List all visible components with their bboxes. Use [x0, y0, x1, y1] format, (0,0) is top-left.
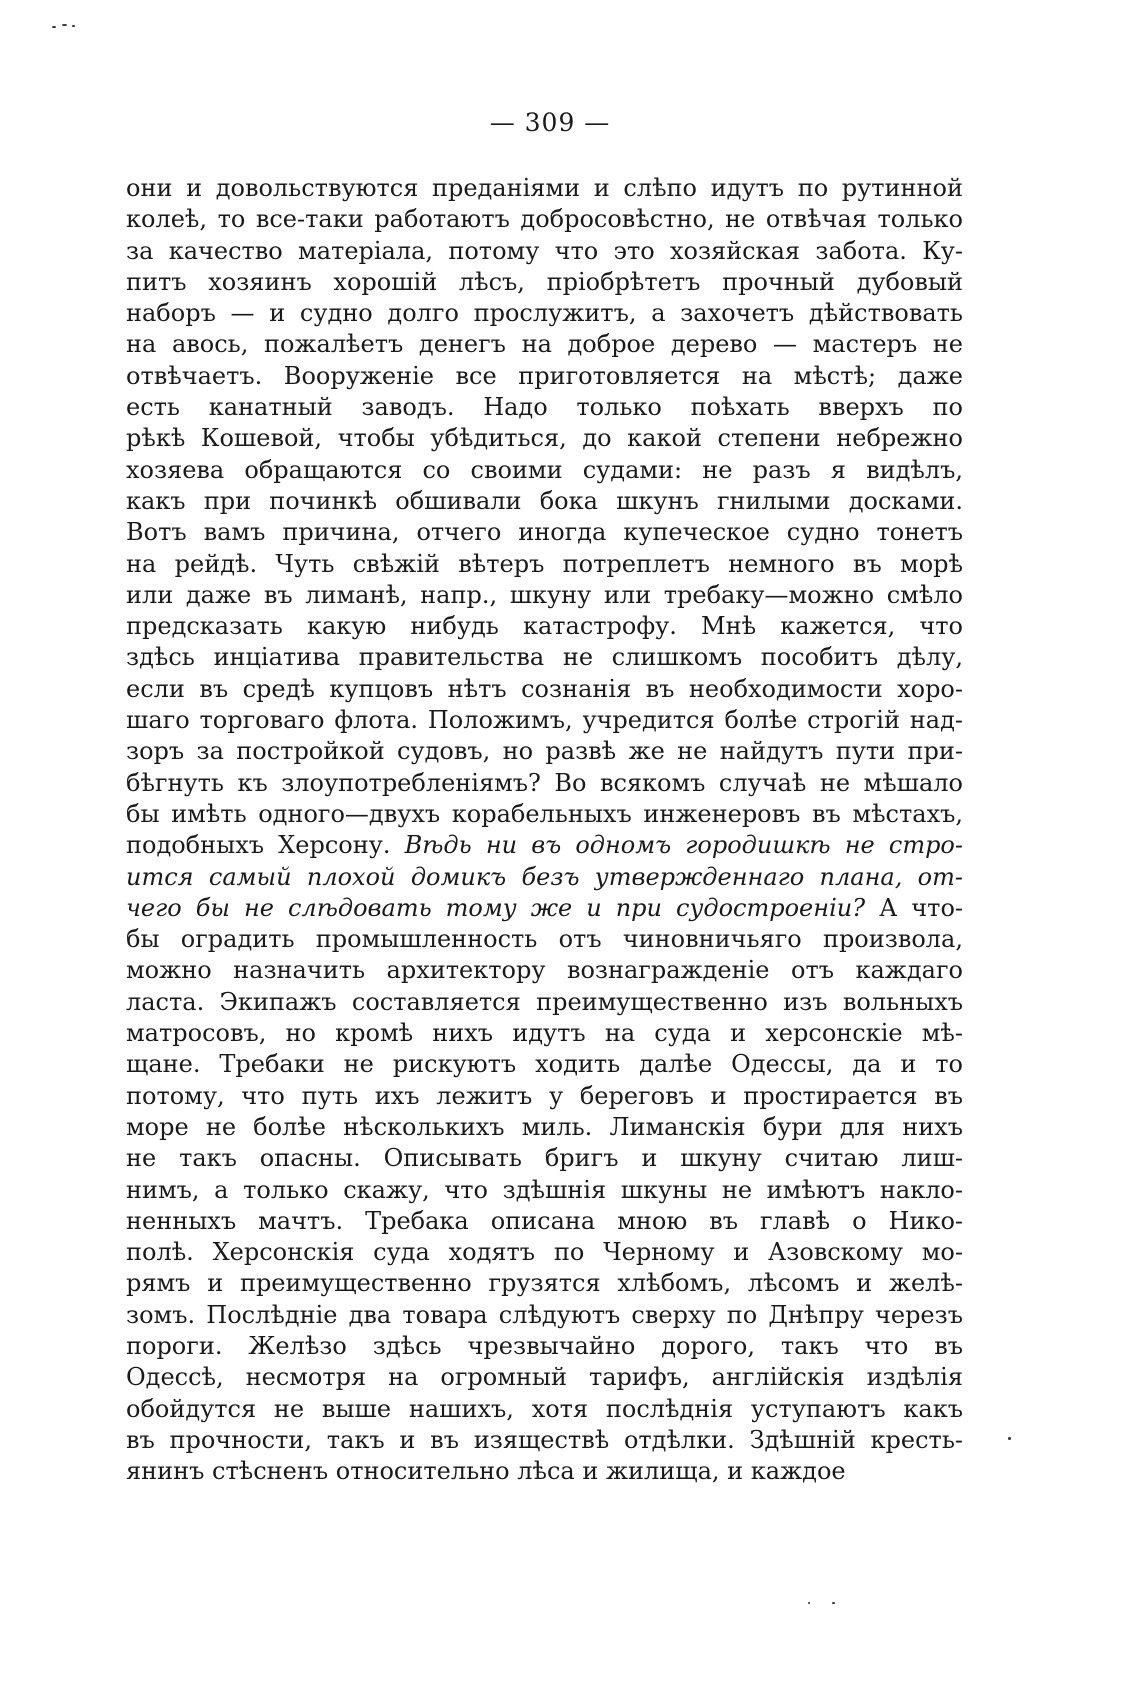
- text-line: [126, 1049, 963, 1080]
- text-segment: колеѣ, то все-таки работаютъ добросовѣстно, не отвѣчая только: [126, 205, 963, 234]
- scan-speck: [808, 1602, 810, 1604]
- text-line: [126, 924, 963, 955]
- italic-segment: Вѣдь ни въ одномъ городишкѣ не стро-: [404, 831, 963, 860]
- text-segment: можно назначить архитектору вознагражденіе отъ каждаго: [126, 956, 963, 985]
- text-segment: здѣсь инціатива правительства не слишкомъ пособитъ дѣлу,: [126, 643, 963, 672]
- text-segment: ненныхъ мачтъ. Требака описана мною въ главѣ о Нико-: [126, 1206, 963, 1235]
- body-text: [126, 173, 963, 1487]
- text-line: [126, 580, 963, 611]
- text-line: [126, 1143, 963, 1174]
- text-line: [126, 893, 963, 924]
- text-segment: зомъ. Послѣдніе два товара слѣдуютъ сверху по Днѣпру черезъ: [126, 1300, 963, 1329]
- text-segment: предсказать какую нибудь катастрофу. Мнѣ кажется, что: [126, 612, 963, 641]
- text-segment: наборъ — и судно долго прослужитъ, а захочетъ дѣйствовать: [126, 299, 963, 328]
- text-segment: бы оградить промышленность отъ чиновничьяго произвола,: [126, 925, 963, 954]
- scan-speck: [62, 24, 67, 26]
- text-line: [126, 1362, 963, 1393]
- text-line: [126, 329, 963, 360]
- text-segment: зоръ за постройкой судовъ, но развѣ же не найдутъ пути при-: [126, 737, 963, 766]
- text-line: [126, 455, 963, 486]
- text-segment: матросовъ, но кромѣ нихъ идутъ на суда и херсонскіе мѣ-: [126, 1019, 963, 1048]
- text-segment: нимъ, а только скажу, что здѣшнія шкуны не имѣютъ накло-: [126, 1175, 963, 1204]
- text-line: [126, 1331, 963, 1362]
- text-line: [126, 1268, 963, 1299]
- text-segment: щане. Требаки не рискуютъ ходить далѣе Одессы, да и то: [126, 1050, 963, 1079]
- text-segment: какъ при починкѣ обшивали бока шкунъ гнилыми досками.: [126, 486, 963, 515]
- text-segment: въ прочности, такъ и въ изяществѣ отдѣлки. Здѣшній кресть-: [126, 1425, 963, 1454]
- text-line: [126, 392, 963, 423]
- text-segment: Одессѣ, несмотря на огромный тарифъ, англійскія издѣлія: [126, 1363, 963, 1392]
- text-line: [126, 423, 963, 454]
- text-segment: море не болѣе нѣсколькихъ миль. Лиманскія бури для нихъ: [126, 1112, 963, 1141]
- text-line: [126, 799, 963, 830]
- text-segment: пороги. Желѣзо здѣсь чрезвычайно дорого, такъ что въ: [126, 1331, 963, 1360]
- text-segment: шаго торговаго флота. Положимъ, учредится болѣе строгій над-: [126, 706, 963, 735]
- text-line: [126, 955, 963, 986]
- text-segment: или даже въ лиманѣ, напр., шкуну или требаку—можно смѣло: [126, 580, 963, 609]
- text-line: [126, 517, 963, 548]
- scan-speck: [52, 26, 56, 28]
- text-line: [126, 236, 963, 267]
- text-segment: потому, что путь ихъ лежитъ у береговъ и простирается въ: [126, 1081, 963, 1110]
- text-line: [126, 1018, 963, 1049]
- text-segment: янинъ стѣсненъ относительно лѣса и жилища, и каждое: [126, 1457, 846, 1486]
- text-line: [126, 830, 963, 861]
- text-line: [126, 204, 963, 235]
- scan-speck: [1008, 1437, 1011, 1440]
- text-segment: отвѣчаетъ. Вооруженіе все приготовляется на мѣстѣ; даже: [126, 361, 963, 390]
- text-segment: полѣ. Херсонскія суда ходятъ по Черному и Азовскому мо-: [126, 1238, 963, 1267]
- italic-segment: ится самый плохой домикъ безъ утвержденнаго плана, от-: [126, 862, 963, 891]
- text-segment: есть канатный заводъ. Надо только поѣхать вверхъ по: [126, 393, 963, 422]
- text-segment: не такъ опасны. Описывать бригъ и шкуну считаю лиш-: [126, 1144, 963, 1173]
- text-line: [126, 173, 963, 204]
- text-line: [126, 1206, 963, 1237]
- text-line: [126, 1425, 963, 1456]
- text-line: [126, 768, 963, 799]
- text-line: [126, 549, 963, 580]
- text-line: [126, 987, 963, 1018]
- text-segment: за качество матеріала, потому что это хозяйская забота. Ку-: [126, 236, 963, 265]
- text-segment: питъ хозяинъ хорошій лѣсъ, пріобрѣтетъ прочный дубовый: [126, 267, 963, 296]
- text-line: [126, 611, 963, 642]
- text-line: [126, 486, 963, 517]
- scan-speck: [72, 25, 75, 27]
- text-line: [126, 298, 963, 329]
- text-segment: бѣгнуть къ злоупотребленіямъ? Во всякомъ случаѣ не мѣшало: [126, 768, 963, 797]
- text-line: [126, 361, 963, 392]
- italic-segment: чего бы не слѣдовать тому же и при судостроеніи?: [126, 893, 866, 922]
- text-segment: если въ средѣ купцовъ нѣтъ сознанія въ необходимости хоро-: [126, 674, 963, 703]
- text-segment: обойдутся не выше нашихъ, хотя послѣднія уступаютъ какъ: [126, 1394, 963, 1423]
- text-segment: хозяева обращаются со своими судами: не разъ я видѣлъ,: [126, 455, 963, 484]
- text-line: [126, 674, 963, 705]
- text-segment: ласта. Экипажъ составляется преимущественно изъ вольныхъ: [126, 987, 963, 1016]
- page-number: — 309 —: [489, 108, 611, 137]
- text-line: [126, 1237, 963, 1268]
- text-line: [126, 1112, 963, 1143]
- text-line: [126, 1394, 963, 1425]
- text-line: [126, 862, 963, 893]
- text-segment: рямъ и преимущественно грузятся хлѣбомъ, лѣсомъ и желѣ-: [126, 1269, 963, 1298]
- text-segment: подобныхъ Херсону.: [126, 831, 405, 860]
- text-segment: на авось, пожалѣетъ денегъ на доброе дерево — мастеръ не: [126, 330, 963, 359]
- text-line: [126, 642, 963, 673]
- scan-speck: [832, 1602, 835, 1604]
- text-line: [126, 267, 963, 298]
- text-segment: рѣкѣ Кошевой, чтобы убѣдиться, до какой степени небрежно: [126, 424, 963, 453]
- text-line: [126, 736, 963, 767]
- text-line: [126, 1175, 963, 1206]
- text-segment: они и довольствуются преданіями и слѣпо идутъ по рутинной: [126, 174, 963, 202]
- text-segment: бы имѣть одного—двухъ корабельныхъ инженеровъ въ мѣстахъ,: [126, 799, 963, 828]
- text-segment: Вотъ вамъ причина, отчего иногда купеческое судно тонетъ: [126, 518, 963, 547]
- text-line: [126, 705, 963, 736]
- text-line: [126, 1300, 963, 1331]
- text-segment: на рейдѣ. Чуть свѣжій вѣтеръ потреплетъ немного въ морѣ: [126, 549, 963, 578]
- text-line: [126, 1456, 963, 1487]
- text-line: [126, 1081, 963, 1112]
- text-segment: А что-: [865, 893, 963, 922]
